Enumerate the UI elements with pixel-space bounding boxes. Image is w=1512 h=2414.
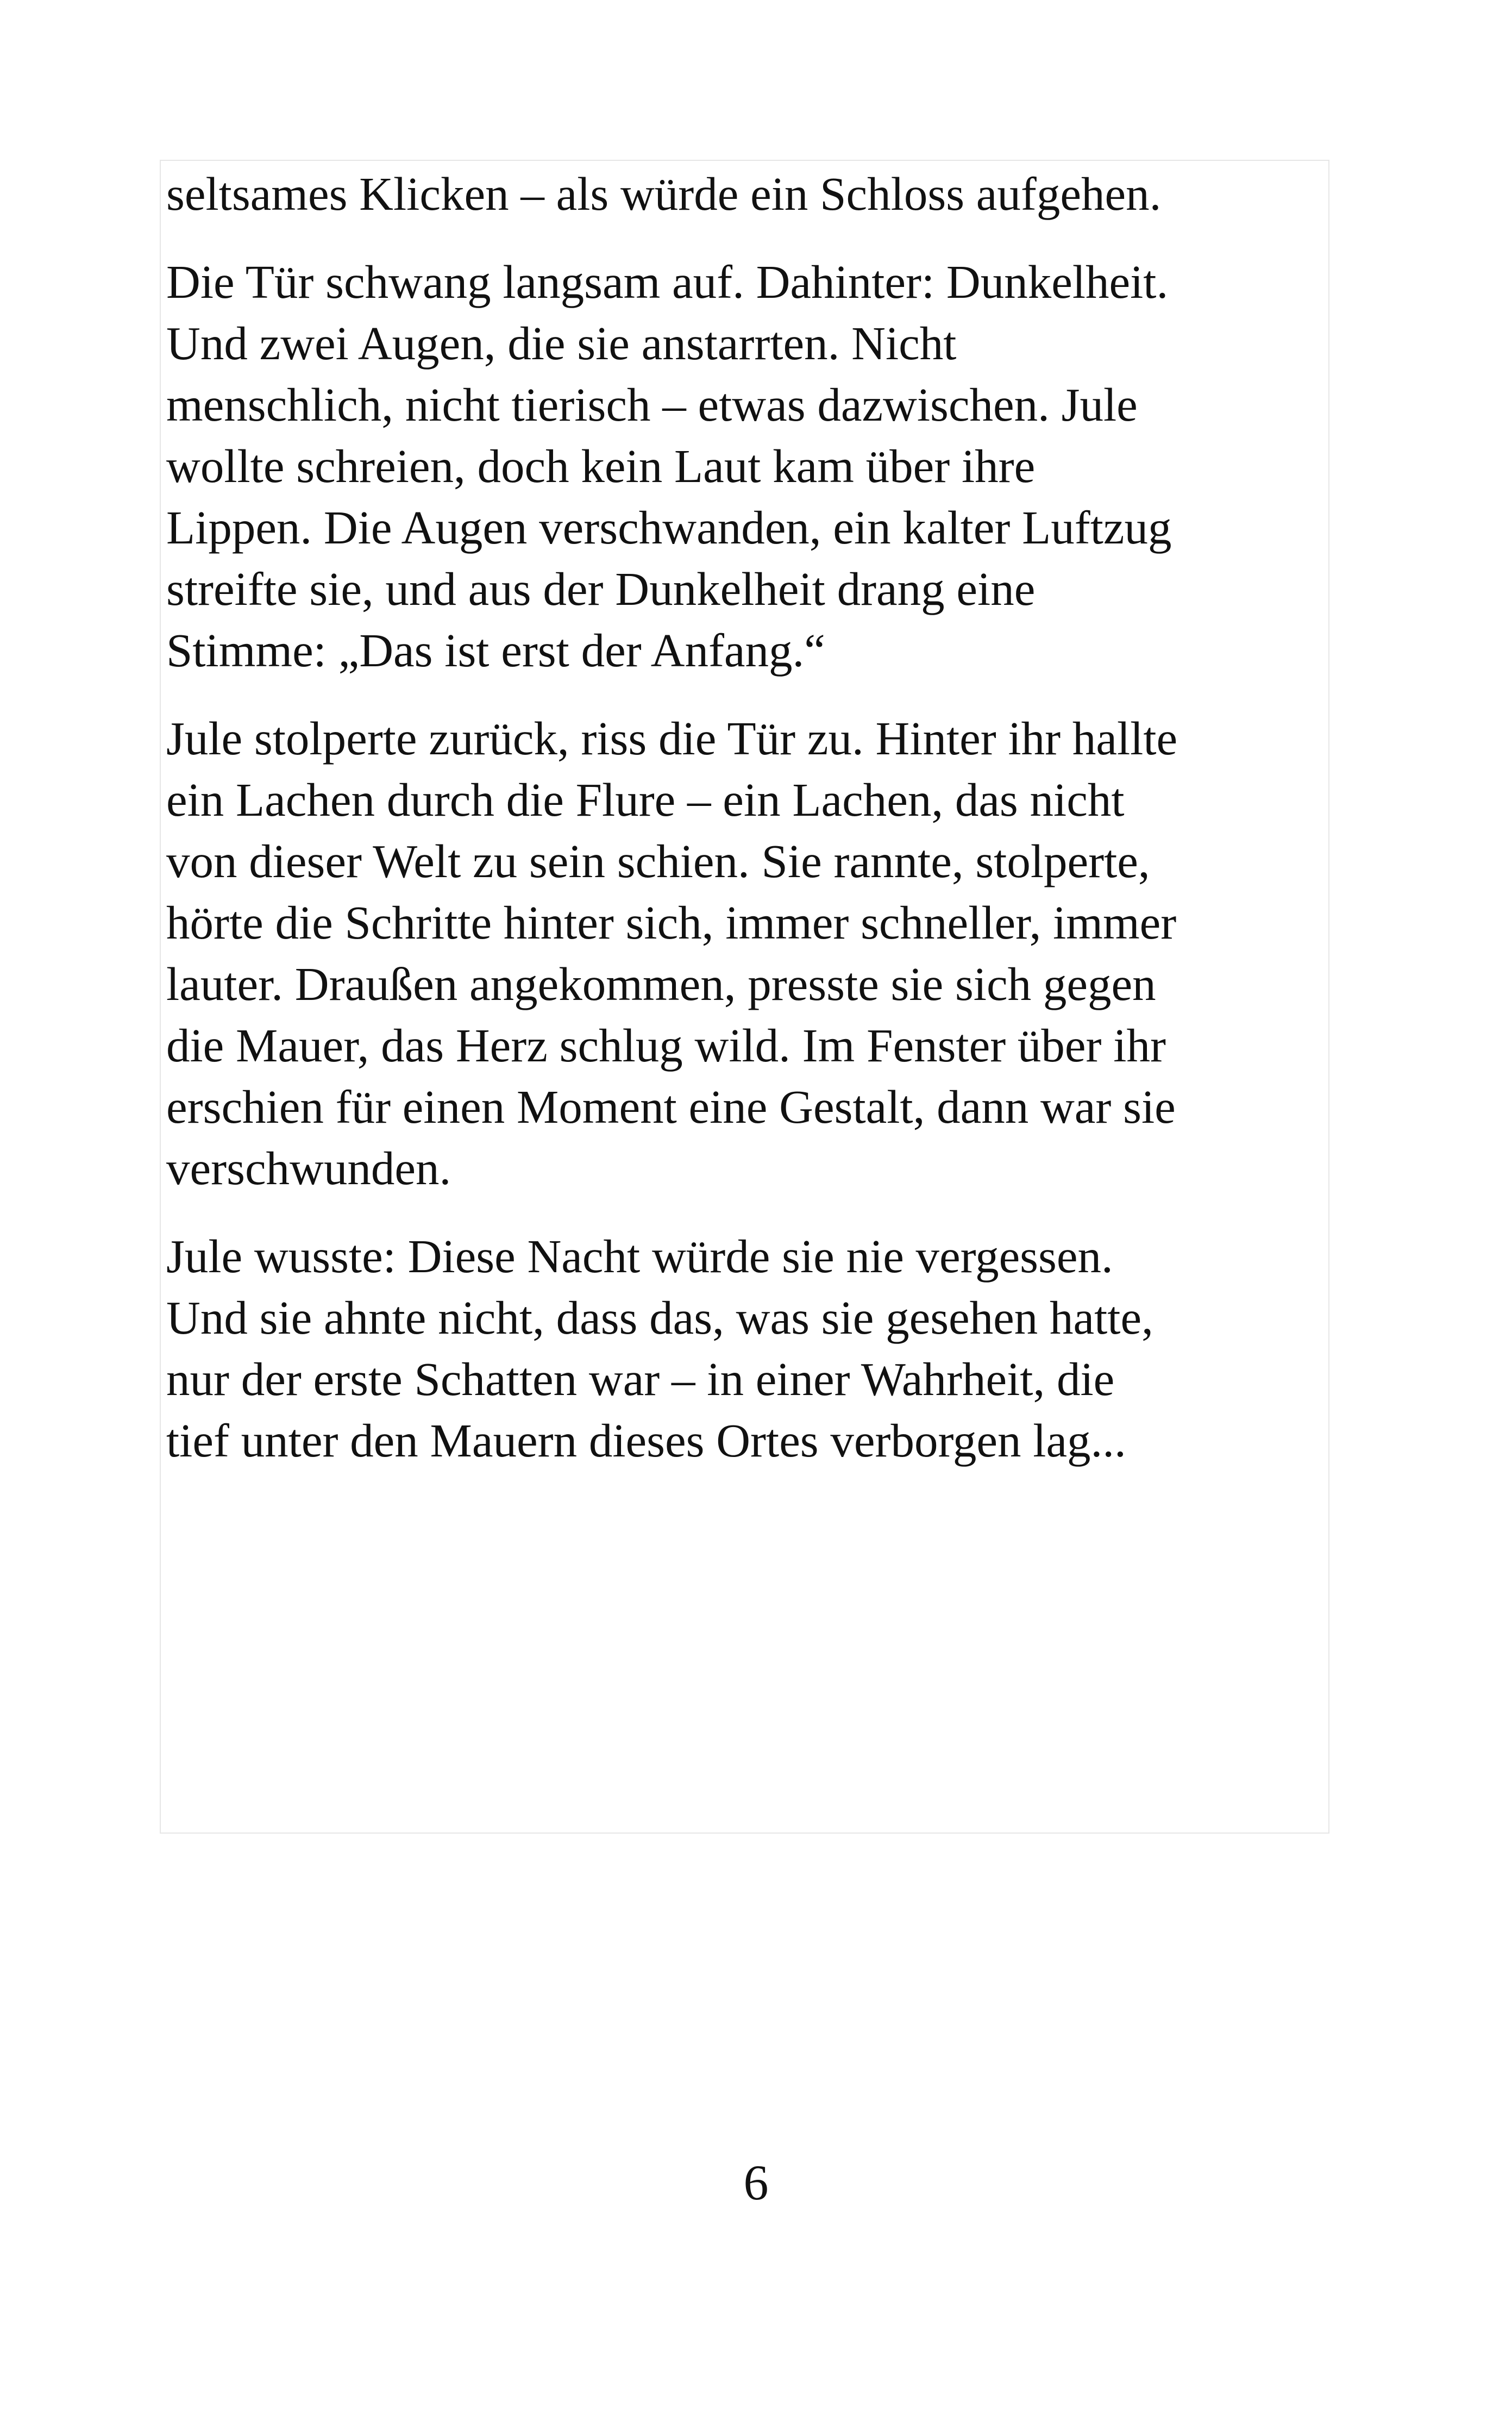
- text-line: verschwunden.: [166, 1142, 451, 1195]
- paragraph-1: [166, 163, 1323, 224]
- text-line: lauter. Draußen angekommen, presste sie sich gegen: [166, 958, 1156, 1010]
- body-text: [166, 163, 1323, 1498]
- text-line: Und sie ahnte nicht, dass das, was sie gesehen hatte,: [166, 1291, 1153, 1344]
- text-line: Jule stolperte zurück, riss die Tür zu. Hinter ihr hallte: [166, 712, 1178, 765]
- paragraph-4: [166, 1225, 1323, 1471]
- text-line: nur der erste Schatten war – in einer Wahrheit, die: [166, 1353, 1115, 1405]
- page-number: 6: [743, 2155, 769, 2210]
- text-line: streifte sie, und aus der Dunkelheit drang eine: [166, 562, 1036, 615]
- paragraph-3: [166, 708, 1323, 1199]
- text-line: Und zwei Augen, die sie anstarrten. Nicht: [166, 317, 957, 370]
- text-line: die Mauer, das Herz schlug wild. Im Fenster über ihr: [166, 1019, 1166, 1072]
- text-line: von dieser Welt zu sein schien. Sie rannte, stolperte,: [166, 835, 1150, 887]
- text-line: hörte die Schritte hinter sich, immer schneller, immer: [166, 896, 1177, 949]
- text-line: Stimme: „Das ist erst der Anfang.“: [166, 624, 825, 677]
- text-line: Jule wusste: Diese Nacht würde sie nie vergessen.: [166, 1230, 1113, 1283]
- text-line: wollte schreien, doch kein Laut kam über ihre: [166, 440, 1036, 492]
- text-line: ein Lachen durch die Flure – ein Lachen, das nicht: [166, 773, 1125, 826]
- paragraph-2: [166, 251, 1323, 681]
- text-line: Lippen. Die Augen verschwanden, ein kalter Luftzug: [166, 501, 1172, 554]
- text-line: erschien für einen Moment eine Gestalt, dann war sie: [166, 1080, 1176, 1133]
- text-line: seltsames Klicken – als würde ein Schloss aufgehen.: [166, 167, 1162, 220]
- text-line: menschlich, nicht tierisch – etwas dazwischen. Jule: [166, 378, 1138, 431]
- text-line: tief unter den Mauern dieses Ortes verborgen lag...: [166, 1414, 1126, 1467]
- text-line: Die Tür schwang langsam auf. Dahinter: Dunkelheit.: [166, 255, 1169, 308]
